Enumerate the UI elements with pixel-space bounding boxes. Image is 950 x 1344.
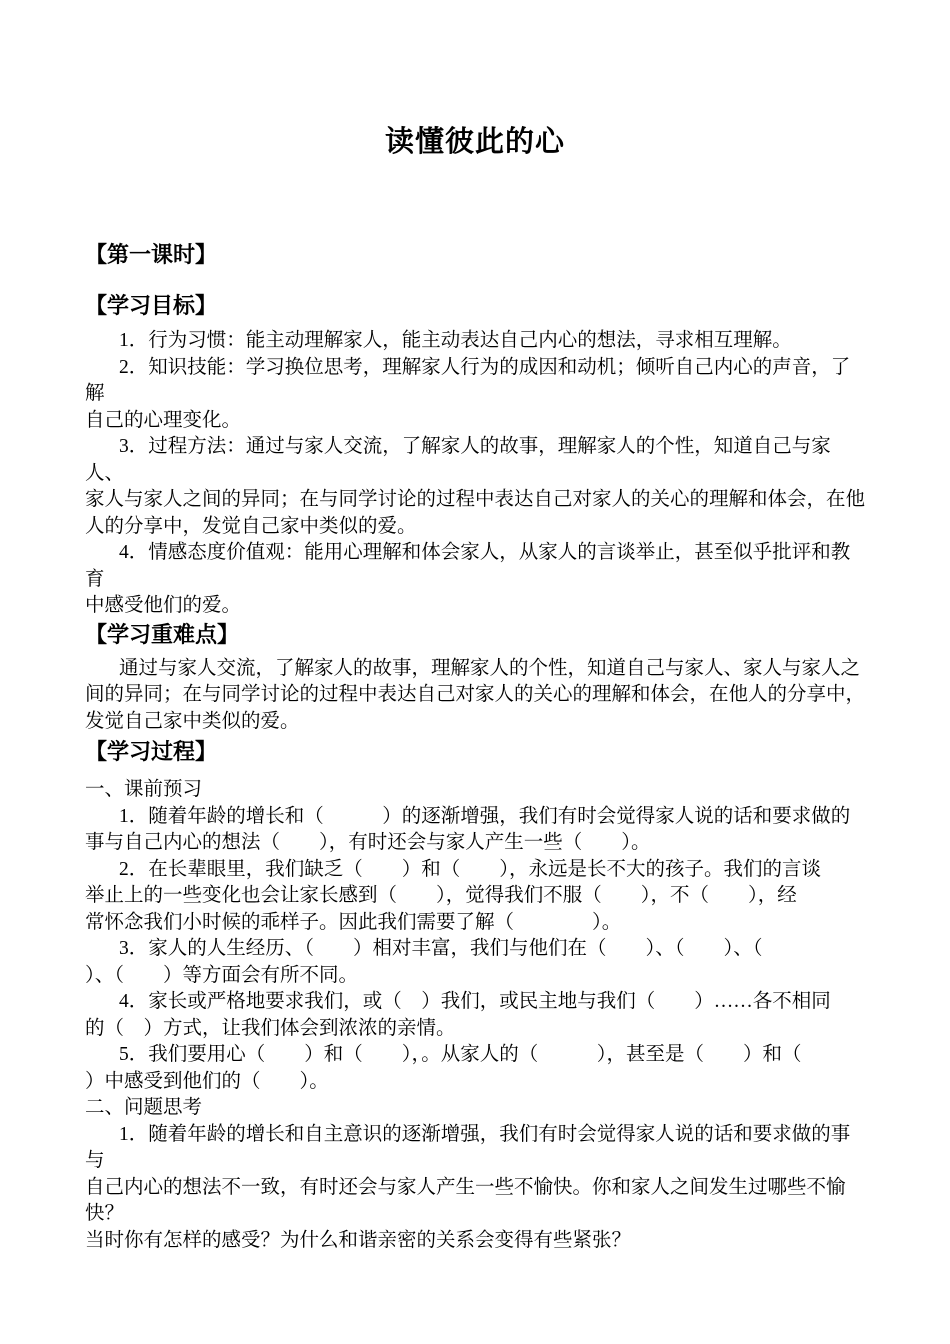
- text-line: 4．家长或严格地要求我们，或（ ）我们，或民主地与我们（ ）……各不相同: [119, 991, 831, 1012]
- questions-section-label: 二、问题思考: [85, 1097, 203, 1118]
- text-line: 发觉自己家中类似的爱。: [85, 710, 300, 732]
- text-line: 1．随着年龄的增长和（ ）的逐渐增强，我们有时会觉得家人说的话和要求做的: [119, 805, 851, 827]
- text-line: 2．知识技能：学习换位思考，理解家人行为的成因和动机；倾听自己内心的声音，了解: [85, 356, 851, 404]
- text-line: 间的异同；在与同学讨论的过程中表达自己对家人的关心的理解和体会，在他人的分享中，: [85, 684, 866, 705]
- text-line: 中感受他们的爱。: [85, 595, 242, 616]
- document-title: 读懂彼此的心: [384, 126, 565, 158]
- text-line: 的（ ）方式，让我们体会到浓浓的亲情。: [85, 1017, 456, 1039]
- text-line: 家人与家人之间的异同；在与同学讨论的过程中表达自己对家人的关心的理解和体会，在他: [85, 489, 866, 510]
- text-line: 1．随着年龄的增长和自主意识的逐渐增强，我们有时会觉得家人说的话和要求做的事与: [85, 1123, 851, 1171]
- text-line: 2．在长辈眼里，我们缺乏（ ）和（ ），永远是长不大的孩子。我们的言谈: [119, 858, 822, 880]
- text-line: 5．我们要用心（ ）和（ ），。从家人的（ ），甚至是（ ）和（: [119, 1044, 802, 1065]
- text-line: ）、（ ）等方面会有所不同。: [85, 964, 359, 986]
- text-line: 人的分享中，发觉自己家中类似的爱。: [85, 515, 417, 537]
- text-line: 4．情感态度价值观：能用心理解和体会家人，从家人的言谈举止，甚至似乎批评和教育: [85, 542, 851, 590]
- preview-fill-in-blanks-text: [85, 804, 865, 1096]
- text-line: 常怀念我们小时候的乖样子。因此我们需要了解（ ）。: [85, 911, 622, 933]
- preview-section-label: 一、课前预习: [85, 779, 203, 800]
- key-points-text: [85, 656, 865, 736]
- learning-goals-text: [85, 328, 865, 620]
- heading-learning-process: 【学习过程】: [85, 739, 218, 764]
- text-line: 举止上的一些变化也会让家长感到（ ），觉得我们不服（ ），不（ ），经: [85, 885, 797, 906]
- text-line: 3．家人的人生经历、（ ）相对丰富，我们与他们在（ ）、（ ）、（: [119, 938, 763, 959]
- heading-lesson1: 【第一课时】: [85, 242, 218, 267]
- heading-key-points: 【学习重难点】: [85, 621, 240, 647]
- text-line: 事与自己内心的想法（ ），有时还会与家人产生一些（ ）。: [85, 832, 651, 853]
- text-line: 3．过程方法：通过与家人交流，了解家人的故事，理解家人的个性，知道自己与家人、: [85, 436, 831, 484]
- questions-text: [85, 1122, 865, 1255]
- text-line: 通过与家人交流，了解家人的故事，理解家人的个性，知道自己与家人、家人与家人之: [119, 657, 861, 679]
- text-line: 自己内心的想法不一致，有时还会与家人产生一些不愉快。你和家人之间发生过哪些不愉快？: [85, 1176, 846, 1224]
- text-line: 1．行为习惯：能主动理解家人，能主动表达自己内心的想法，寻求相互理解。: [119, 330, 792, 351]
- text-line: 自己的心理变化。: [85, 409, 242, 431]
- text-line: ）中感受到他们的（ ）。: [85, 1070, 329, 1092]
- text-line: 当时你有怎样的感受？为什么和谐亲密的关系会变得有些紧张？: [85, 1229, 632, 1251]
- heading-learning-goals: 【学习目标】: [85, 293, 218, 318]
